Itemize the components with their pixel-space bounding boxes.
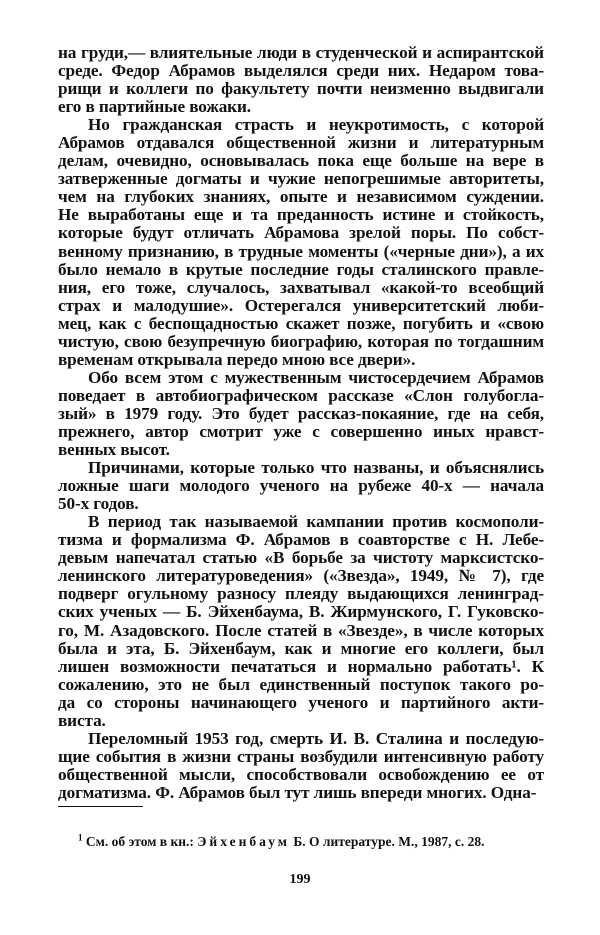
text-line: была и эта, Б. Эйхенбаум, как и многие его коллеги, был — [58, 638, 544, 658]
paragraph — [58, 44, 544, 116]
page-number: 199 — [289, 872, 311, 887]
text-line: Переломный 1953 год, смерть И. В. Сталина и последую- — [88, 728, 544, 748]
text-line: его в партийные вожаки. — [58, 97, 251, 117]
text-line: общественной мысли, способствовали освобождению ее от — [58, 764, 544, 784]
text-line: мец, как с беспощадностью скажет позже, погубить и «свою — [58, 313, 544, 333]
paragraph — [58, 116, 544, 369]
text-line: поведает в автобиографическом рассказе «Слон голубогла- — [58, 385, 544, 405]
text-line: лишен возможности печататься и нормально работать¹. К — [58, 656, 544, 676]
text-line: ния, его тоже, случалось, захватывал «какой-то всеобщий — [58, 277, 544, 297]
text-line: тизма и формализма Ф. Абрамов в соавторстве с Н. Лебе- — [58, 530, 544, 550]
footnote-prefix: См. об этом в кн.: — [85, 834, 194, 849]
text-line: Но гражданская страсть и неукротимость, с которой — [88, 115, 544, 135]
text-line: подверг огульному разносу плеяду выдающихся ленинград- — [58, 584, 544, 604]
body-text — [58, 44, 544, 802]
text-line: ложные шаги молодого ученого на рубеже 40-х — начала — [58, 476, 544, 496]
text-line: затверженные догматы и чужие непогрешимые авторитеты, — [58, 169, 544, 189]
footnote-marker: 1 — [78, 832, 83, 843]
text-line: зый» в 1979 году. Это будет рассказ-покаяние, где на себя, — [58, 403, 544, 423]
paragraph — [58, 730, 544, 802]
text-line: страх и малодушие». Остерегался университетский люби- — [58, 295, 544, 315]
footnote-divider — [58, 806, 143, 807]
footnote — [78, 834, 484, 850]
paragraph — [58, 513, 544, 730]
text-line: да со стороны начинающего ученого и партийного акти- — [58, 692, 544, 712]
footnote-rest: Б. О литературе. М., 1987, с. 28. — [293, 834, 485, 849]
text-line: В период так называемой кампании против космополи- — [88, 512, 544, 532]
text-line: чистую, свою безупречную биографию, которая по тогдашним — [58, 331, 544, 351]
text-line: чем на глубоких знаниях, опыте и независимом суждении. — [58, 187, 544, 207]
footnote-author: Эйхенбаум — [197, 834, 290, 849]
text-line: Причинами, которые только что названы, и объяснялись — [88, 458, 544, 478]
text-line: венному признанию, в трудные моменты («черные дни»), а их — [58, 241, 544, 261]
text-line: ских ученых — Б. Эйхенбаума, В. Жирмунского, Г. Гуковско- — [58, 602, 544, 622]
text-line: которые будут отличать Абрамова зрелой поры. По собст- — [58, 223, 544, 243]
paragraph — [58, 369, 544, 459]
text-line: было немало в крутые последние годы сталинского правле- — [58, 259, 544, 279]
text-line: делам, очевидно, основывалась пока еще больше на вере в — [58, 151, 544, 171]
text-line: виста. — [58, 710, 106, 730]
text-line: рищи и коллеги по факультету почти неизменно выдвигали — [58, 79, 544, 99]
text-line: на груди,— влиятельные люди в студенческой и аспирантской — [58, 43, 544, 62]
text-line: Обо всем этом с мужественным чистосердечием Абрамов — [88, 367, 544, 387]
text-line: временам открывала передо мною все двери». — [58, 349, 416, 369]
text-line: сожалению, это не был единственный поступок такого ро- — [58, 674, 544, 694]
text-line: Не выработаны еще и та преданность истине и стойкость, — [58, 205, 544, 225]
text-line: девым напечатал статью «В борьбе за чистоту марксистско- — [58, 548, 544, 568]
text-line: догматизма. Ф. Абрамов был тут лишь впереди многих. Одна- — [58, 782, 537, 802]
text-line: Абрамов отдавался общественной жизни и литературным — [58, 133, 544, 153]
text-line: 50-х годов. — [58, 494, 139, 514]
paragraph — [58, 459, 544, 513]
text-line: венных высот. — [58, 440, 170, 460]
text-line: щие события в жизни страны возбудили интенсивную работу — [58, 746, 544, 766]
text-line: ленинского литературоведения» («Звезда», 1949, № 7), где — [58, 566, 544, 586]
text-line: среде. Федор Абрамов выделялся среди них. Недаром това- — [58, 61, 544, 81]
text-line: прежнего, автор смотрит уже с совершенно иных нравст- — [58, 421, 544, 441]
text-line: го, М. Азадовского. После статей в «Звезде», в числе которых — [58, 620, 544, 640]
